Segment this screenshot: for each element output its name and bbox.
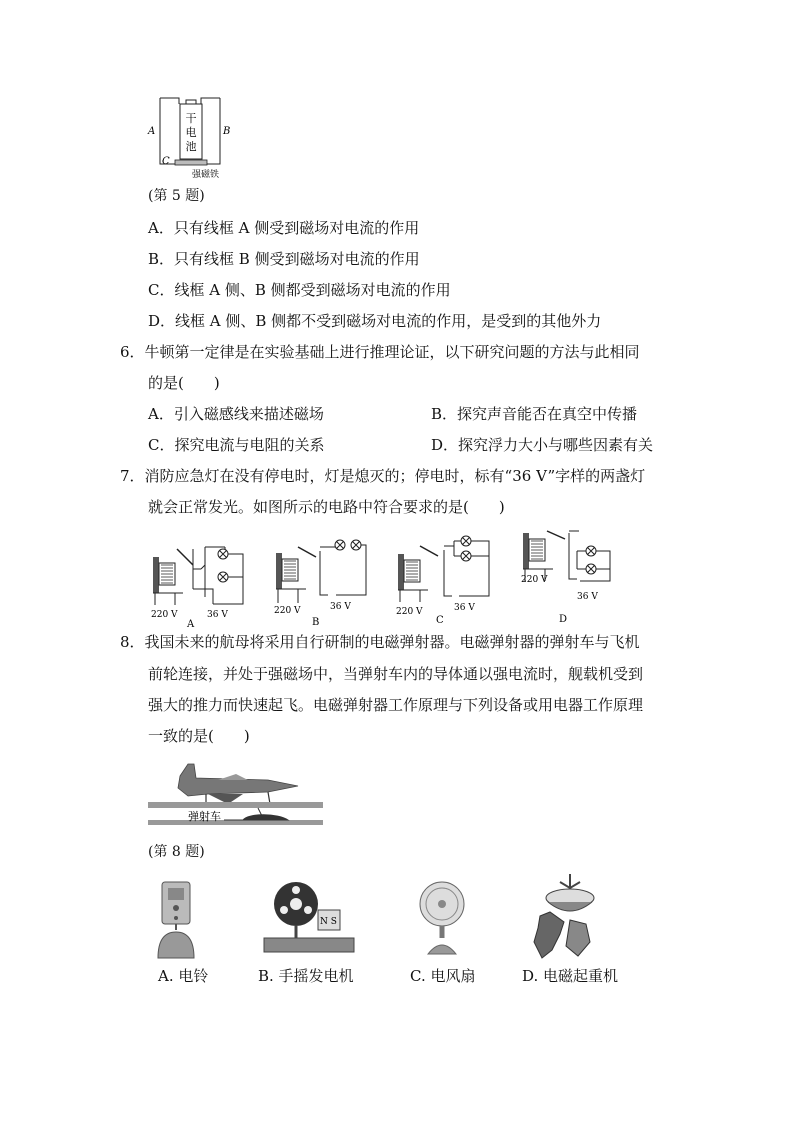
q8-jet-figure (148, 758, 323, 830)
q7-c-v2: 36 V (454, 603, 475, 613)
q8-stem-line2: 前轮连接，并处于强磁场中，当弹射车内的导体通以强电流时，舰载机受到 (148, 665, 644, 683)
q6-option-b: B．探究声音能否在真空中传播 (431, 405, 638, 423)
q5-option-d: D．线框 A 侧、B 侧都不受到磁场对电流的作用，是受到的其他外力 (148, 312, 602, 330)
q7-stem-line2: 就会正常发光。如图所示的电路中符合要求的是( ) (148, 498, 505, 516)
q7-stem-line1: 7．消防应急灯在没有停电时，灯是熄灭的；停电时，标有“36 V”字样的两盏灯 (120, 467, 646, 485)
q7-b-v1: 220 V (274, 606, 301, 616)
q5-label-a: A (148, 126, 156, 137)
crane-electromagnet-icon (530, 872, 600, 962)
q8-choice-c: C. 电风扇 (410, 967, 476, 985)
q7-circuit-c (392, 532, 502, 624)
q8-choice-b: B. 手摇发电机 (258, 967, 354, 985)
q7-circuit-a (145, 537, 255, 627)
q5-battery-char-3: 池 (185, 140, 197, 153)
q6-option-d: D．探究浮力大小与哪些因素有关 (431, 436, 654, 454)
q5-magnet-label: 强磁铁 (192, 170, 220, 180)
q5-battery-char-2: 电 (185, 126, 197, 139)
q8-caption: (第 8 题) (148, 844, 205, 860)
q6-stem-line1: 6．牛顿第一定律是在实验基础上进行推理论证，以下研究问题的方法与此相同 (120, 343, 640, 361)
q8-stem-line1: 8．我国未来的航母将采用自行研制的电磁弹射器。电磁弹射器的弹射车与飞机 (120, 633, 640, 651)
q8-catapult-label: 弹射车 (188, 810, 221, 823)
q7-c-letter: C (436, 615, 444, 624)
q7-a-v1: 220 V (151, 610, 178, 620)
q5-option-b: B．只有线框 B 侧受到磁场对电流的作用 (148, 250, 420, 268)
q7-circuit-b (268, 537, 378, 627)
q7-b-letter: B (312, 617, 320, 627)
q8-stem-line4: 一致的是( ) (148, 727, 250, 745)
q6-stem-line2: 的是( ) (148, 374, 220, 392)
q5-label-b: B (223, 126, 231, 137)
q8-stem-line3: 强大的推力而快速起飞。电磁弹射器工作原理与下列设备或用电器工作原理 (148, 696, 644, 714)
q7-circuit-d (515, 525, 625, 625)
electric-fan-icon (412, 876, 472, 961)
q7-d-v2: 36 V (577, 592, 598, 602)
svg-text:N S: N S (320, 917, 337, 927)
q5-battery-char-1: 干 (185, 112, 197, 125)
q7-a-letter: A (187, 619, 195, 627)
q5-option-c: C．线框 A 侧、B 侧都受到磁场对电流的作用 (148, 281, 451, 299)
q7-a-v2: 36 V (207, 610, 228, 620)
q6-option-a: A．引入磁感线来描述磁场 (148, 405, 324, 423)
q8-choice-d: D. 电磁起重机 (522, 967, 619, 985)
q7-d-v1: 220 V (521, 575, 548, 585)
q7-b-v2: 36 V (330, 602, 351, 612)
q6-option-c: C．探究电流与电阻的关系 (148, 436, 325, 454)
bell-icon (152, 876, 202, 961)
q7-c-v1: 220 V (396, 607, 423, 617)
q8-choice-a: A. 电铃 (158, 967, 209, 985)
q5-option-a: A．只有线框 A 侧受到磁场对电流的作用 (148, 219, 420, 237)
q5-caption: (第 5 题) (148, 188, 205, 204)
q7-d-letter: D (559, 614, 568, 625)
q5-label-c: C (162, 156, 170, 167)
q5-figure (145, 92, 240, 180)
hand-generator-icon (258, 876, 358, 961)
